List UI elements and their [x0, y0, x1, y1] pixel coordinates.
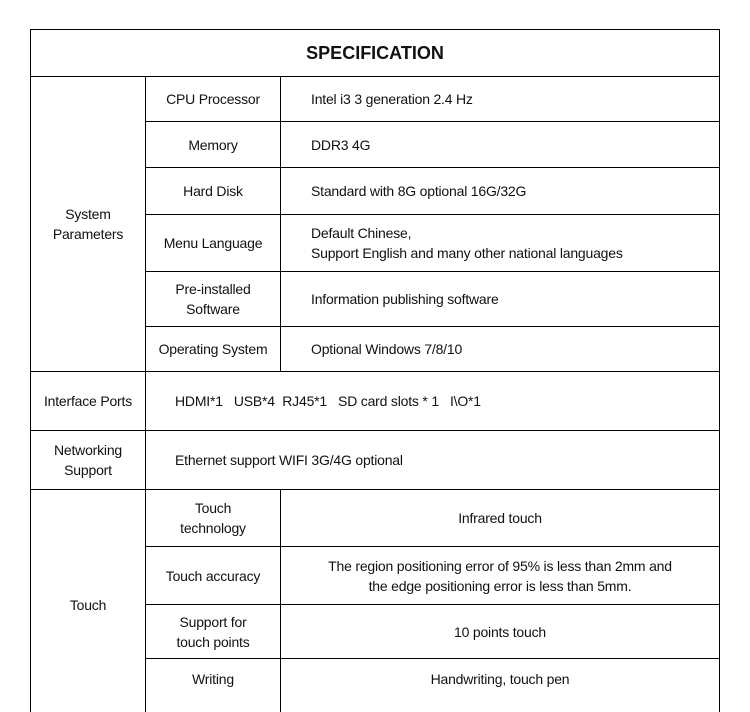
spec-value: Optional Windows 7/8/10: [281, 327, 720, 372]
spec-label: Memory: [146, 122, 281, 168]
spec-label: CPU Processor: [146, 77, 281, 122]
spec-value-line: The region positioning error of 95% is less than 2mm and: [328, 557, 672, 574]
spec-label-line: Support: [64, 462, 112, 478]
table-row: [31, 431, 720, 490]
spec-label: [146, 272, 281, 327]
spec-label-line: technology: [180, 520, 246, 536]
spec-label: Operating System: [146, 327, 281, 372]
spec-label-line: Pre-installed: [175, 281, 251, 297]
spec-value: Standard with 8G optional 16G/32G: [281, 168, 720, 215]
spec-label: [146, 490, 281, 547]
group-label-system-parameters: [31, 77, 146, 372]
spec-value: Information publishing software: [281, 272, 720, 327]
spec-label-line: Software: [186, 301, 240, 317]
table-row: [31, 490, 720, 547]
spec-label: Writing: [146, 659, 281, 712]
spec-value: [281, 215, 720, 272]
spec-label-line: Networking: [53, 442, 123, 458]
spec-label: [146, 605, 281, 659]
table-title: SPECIFICATION: [31, 30, 720, 77]
title-row: [31, 30, 720, 77]
spec-label-line: Support for: [179, 613, 247, 630]
table-row: [31, 372, 720, 431]
spec-label-networking: [31, 431, 146, 490]
spec-label: Menu Language: [146, 215, 281, 272]
spec-value-interface-ports: HDMI*1 USB*4 RJ45*1 SD card slots * 1 I\O*1: [146, 372, 720, 431]
spec-value: Intel i3 3 generation 2.4 Hz: [281, 77, 720, 122]
spec-value-line: Default Chinese,: [311, 225, 412, 241]
spec-label: Touch accuracy: [146, 547, 281, 605]
spec-value: Infrared touch: [281, 490, 720, 547]
table-row: [31, 77, 720, 122]
spec-value: 10 points touch: [281, 605, 720, 659]
spec-label: Hard Disk: [146, 168, 281, 215]
spec-value: [281, 547, 720, 605]
spec-value: Handwriting, touch pen: [281, 659, 720, 712]
spec-label-interface-ports: Interface Ports: [31, 372, 146, 431]
spec-value-networking: Ethernet support WIFI 3G/4G optional: [146, 431, 720, 490]
group-label-line: Parameters: [52, 226, 124, 242]
spec-value: DDR3 4G: [281, 122, 720, 168]
spec-value-line: the edge positioning error is less than 5mm.: [368, 577, 632, 594]
group-label-line: System: [65, 206, 111, 222]
spec-value-line: Support English and many other national languages: [311, 245, 623, 261]
spec-label-line: Touch: [194, 500, 232, 516]
specification-table: [30, 29, 720, 712]
spec-label-line: touch points: [176, 633, 250, 650]
group-label-touch: Touch: [31, 490, 146, 712]
